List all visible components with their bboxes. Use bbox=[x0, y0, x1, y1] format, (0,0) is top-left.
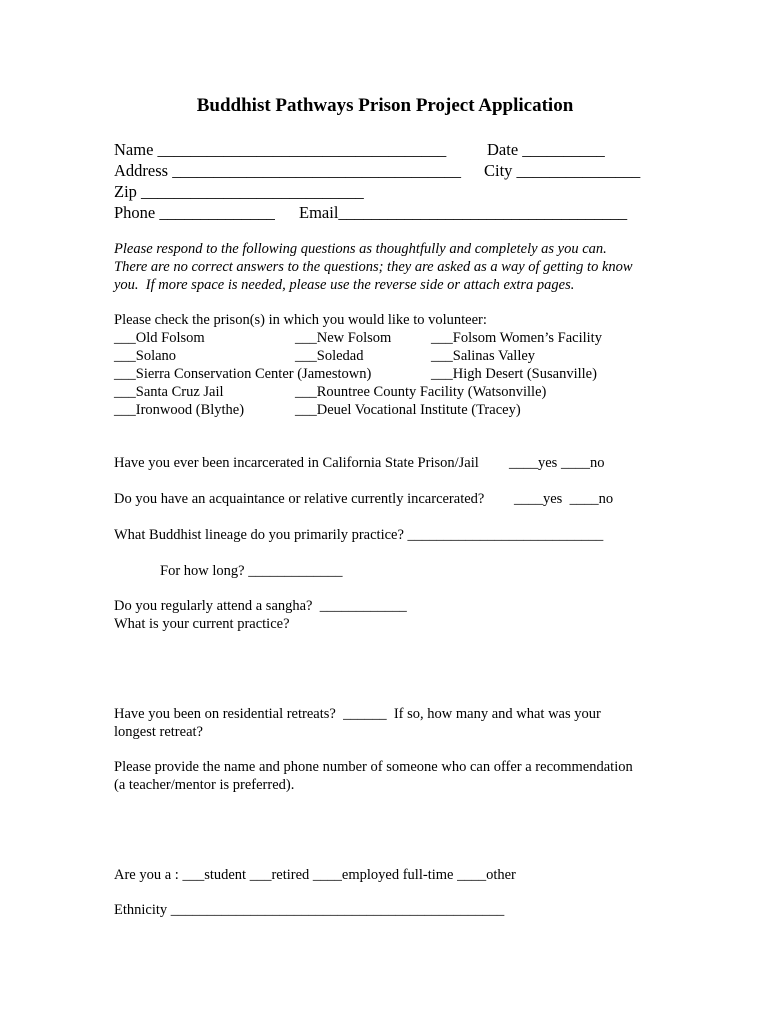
question-incarcerated: Have you ever been incarcerated in California State Prison/Jail bbox=[114, 455, 479, 471]
incarcerated-options[interactable]: ____yes ____no bbox=[509, 455, 605, 471]
prison-option-new-folsom[interactable]: ___New Folsom bbox=[295, 330, 392, 346]
email-field[interactable]: Email___________________________________ bbox=[299, 203, 628, 222]
prison-option-santa-cruz[interactable]: ___Santa Cruz Jail bbox=[114, 384, 224, 400]
phone-field[interactable]: Phone ______________ bbox=[114, 203, 275, 222]
prison-option-high-desert[interactable]: ___High Desert (Susanville) bbox=[431, 366, 597, 382]
name-field[interactable]: Name ___________________________________ bbox=[114, 140, 447, 159]
instructions-line-2: There are no correct answers to the questions; they are asked as a way of getting to know bbox=[114, 259, 633, 275]
question-how-long[interactable]: For how long? _____________ bbox=[160, 563, 343, 579]
question-sangha[interactable]: Do you regularly attend a sangha? ____________ bbox=[114, 598, 407, 614]
ethnicity-field[interactable]: Ethnicity ______________________________________________ bbox=[114, 902, 505, 918]
date-field[interactable]: Date __________ bbox=[487, 140, 605, 159]
question-recommendation-line-1: Please provide the name and phone number of someone who can offer a recommendation bbox=[114, 759, 633, 775]
question-retreats-line-2: longest retreat? bbox=[114, 724, 203, 740]
prison-option-sierra-conservation[interactable]: ___Sierra Conservation Center (Jamestown) bbox=[114, 366, 372, 382]
question-recommendation-line-2: (a teacher/mentor is preferred). bbox=[114, 777, 295, 793]
zip-field[interactable]: Zip ___________________________ bbox=[114, 182, 364, 201]
question-occupation[interactable]: Are you a : ___student ___retired ____employed full-time ____other bbox=[114, 867, 516, 883]
question-retreats-line-1[interactable]: Have you been on residential retreats? ______ If so, how many and what was your bbox=[114, 706, 601, 722]
prison-option-solano[interactable]: ___Solano bbox=[114, 348, 177, 364]
prison-option-ironwood[interactable]: ___Ironwood (Blythe) bbox=[114, 402, 245, 418]
instructions-line-3: you. If more space is needed, please use the reverse side or attach extra pages. bbox=[114, 277, 575, 293]
prison-option-rountree[interactable]: ___Rountree County Facility (Watsonville) bbox=[295, 384, 547, 400]
form-title: Buddhist Pathways Prison Project Application bbox=[196, 95, 574, 116]
prison-option-old-folsom[interactable]: ___Old Folsom bbox=[114, 330, 205, 346]
prison-option-folsom-womens[interactable]: ___Folsom Women’s Facility bbox=[431, 330, 602, 346]
question-lineage[interactable]: What Buddhist lineage do you primarily practice? ___________________________ bbox=[114, 527, 604, 543]
prison-option-soledad[interactable]: ___Soledad bbox=[295, 348, 364, 364]
prison-prompt: Please check the prison(s) in which you would like to volunteer: bbox=[114, 312, 487, 328]
question-acquaintance: Do you have an acquaintance or relative currently incarcerated? bbox=[114, 491, 485, 507]
prison-option-deuel[interactable]: ___Deuel Vocational Institute (Tracey) bbox=[295, 402, 521, 418]
acquaintance-options[interactable]: ____yes ____no bbox=[514, 491, 614, 507]
city-field[interactable]: City _______________ bbox=[484, 161, 641, 180]
question-current-practice: What is your current practice? bbox=[114, 616, 290, 632]
prison-option-salinas-valley[interactable]: ___Salinas Valley bbox=[431, 348, 536, 364]
instructions-line-1: Please respond to the following questions as thoughtfully and completely as you can. bbox=[114, 241, 607, 257]
address-field[interactable]: Address ___________________________________ bbox=[114, 161, 461, 180]
